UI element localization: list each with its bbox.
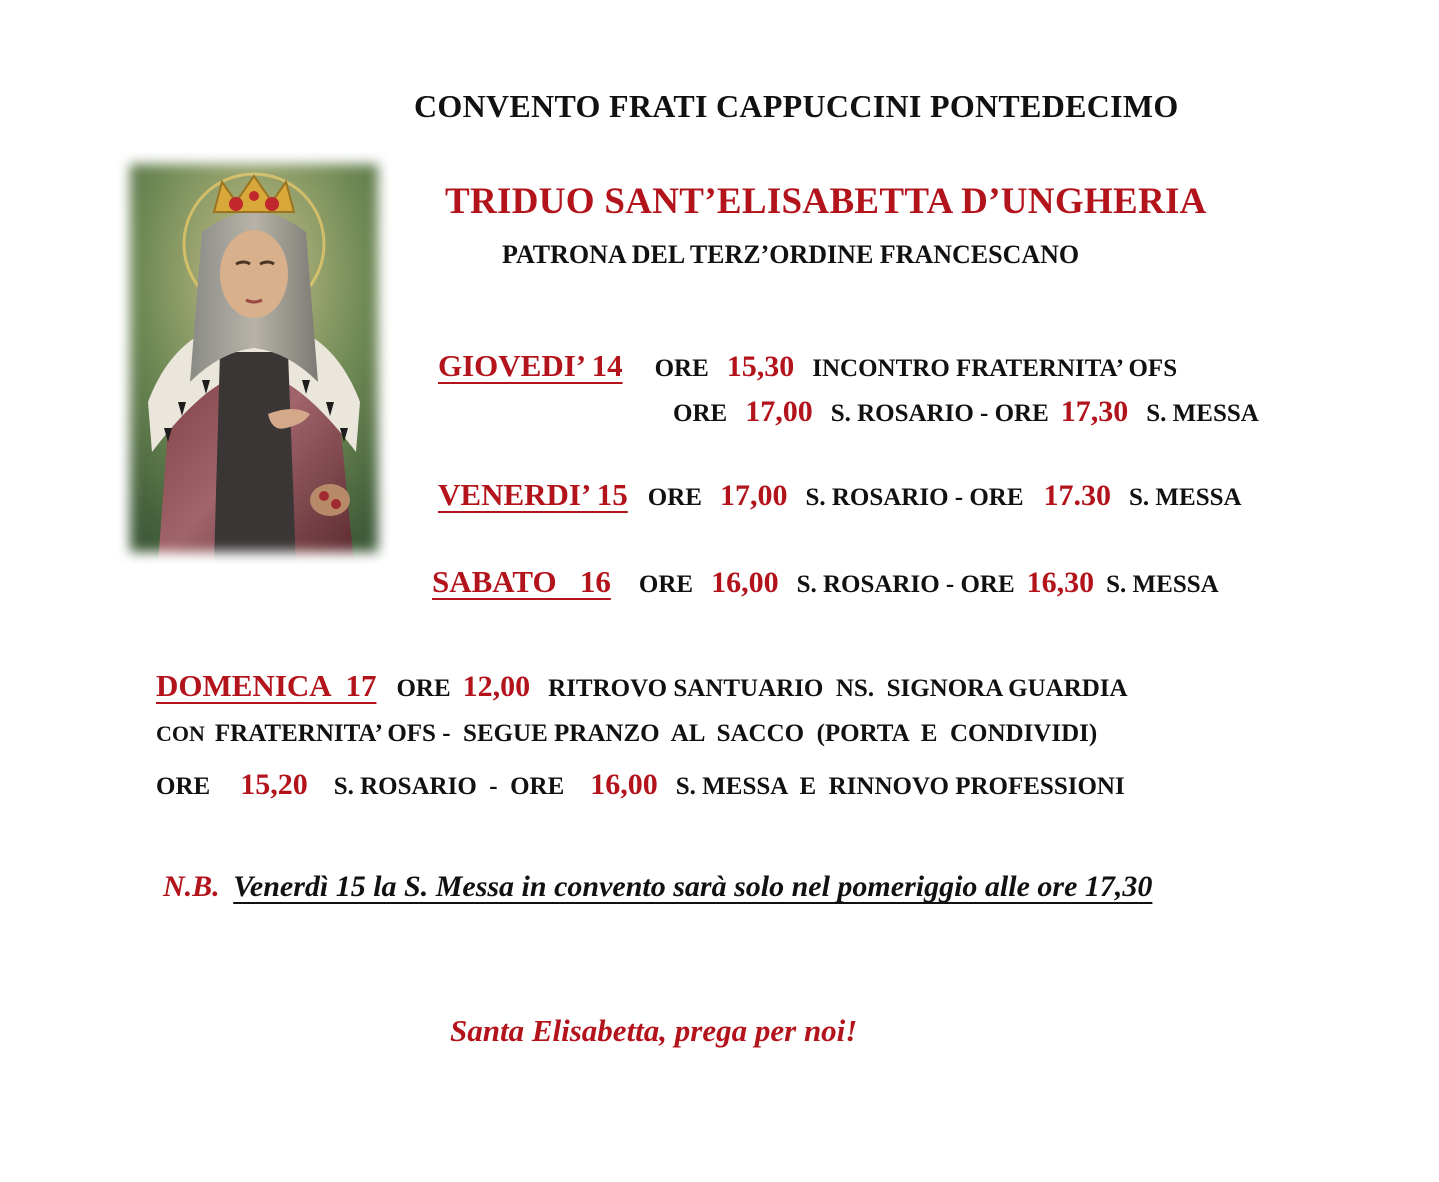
time-value: 12,00 [462, 670, 531, 703]
event-text: S. ROSARIO - ORE [805, 484, 1024, 511]
domenica-row-3 [156, 768, 1125, 802]
event-text: S. MESSA [1106, 571, 1219, 598]
day-label-venerdi: VENERDI’ 15 [438, 477, 628, 512]
saint-elizabeth-painting-icon [118, 152, 390, 564]
time-value: 17,00 [745, 395, 813, 428]
ore-label: ORE [654, 355, 709, 382]
giovedi-row-2 [673, 395, 1259, 429]
note-text: Venerdì 15 la S. Messa in convento sarà solo nel pomeriggio alle ore 17,30 [233, 870, 1153, 903]
con-label: CON [156, 721, 205, 746]
event-text: S. MESSA [1129, 484, 1242, 511]
note-label: N.B. [163, 870, 220, 903]
note-line [163, 870, 1152, 904]
closing-prayer: Santa Elisabetta, prega per noi! [450, 1013, 858, 1048]
event-text: S. ROSARIO - ORE [333, 773, 565, 800]
ore-label: ORE [396, 675, 451, 702]
day-label-domenica: DOMENICA 17 [156, 668, 377, 703]
time-value: 17,00 [719, 479, 788, 512]
convent-title: CONVENTO FRATI CAPPUCCINI PONTEDECIMO [414, 88, 1179, 124]
day-label-giovedi: GIOVEDI’ 14 [438, 348, 623, 383]
event-text: S. ROSARIO - ORE [796, 571, 1015, 598]
venerdi-row [438, 477, 1242, 513]
domenica-row-2 [156, 720, 1097, 748]
event-text: S. ROSARIO - ORE [830, 400, 1049, 427]
patrona-subtitle: PATRONA DEL TERZ’ORDINE FRANCESCANO [502, 240, 1080, 269]
giovedi-row-1 [438, 348, 1177, 384]
time-value: 16,00 [711, 566, 779, 599]
time-value: 17.30 [1043, 479, 1112, 512]
day-label-sabato: SABATO 16 [432, 564, 611, 599]
time-value: 15,20 [240, 768, 308, 801]
time-value: 16,30 [1026, 566, 1095, 599]
ore-label: ORE [156, 773, 211, 800]
time-value: 16,00 [590, 768, 658, 801]
event-text: FRATERNITA’ OFS - SEGUE PRANZO AL SACCO (PORTA E CONDIVIDI) [214, 720, 1098, 747]
time-value: 17,30 [1060, 395, 1129, 428]
ore-label: ORE [673, 400, 728, 427]
time-value: 15,30 [726, 350, 795, 383]
event-text: S. MESSA E RINNOVO PROFESSIONI [675, 773, 1125, 800]
event-text: INCONTRO FRATERNITA’ OFS [812, 355, 1178, 382]
event-text: RITROVO SANTUARIO NS. SIGNORA GUARDIA [548, 675, 1128, 702]
ore-label: ORE [647, 484, 702, 511]
domenica-row-1 [156, 668, 1128, 704]
event-text: S. MESSA [1146, 400, 1259, 427]
triduo-title: TRIDUO SANT’ELISABETTA D’UNGHERIA [445, 181, 1207, 222]
sabato-row [432, 564, 1219, 600]
ore-label: ORE [638, 571, 694, 598]
